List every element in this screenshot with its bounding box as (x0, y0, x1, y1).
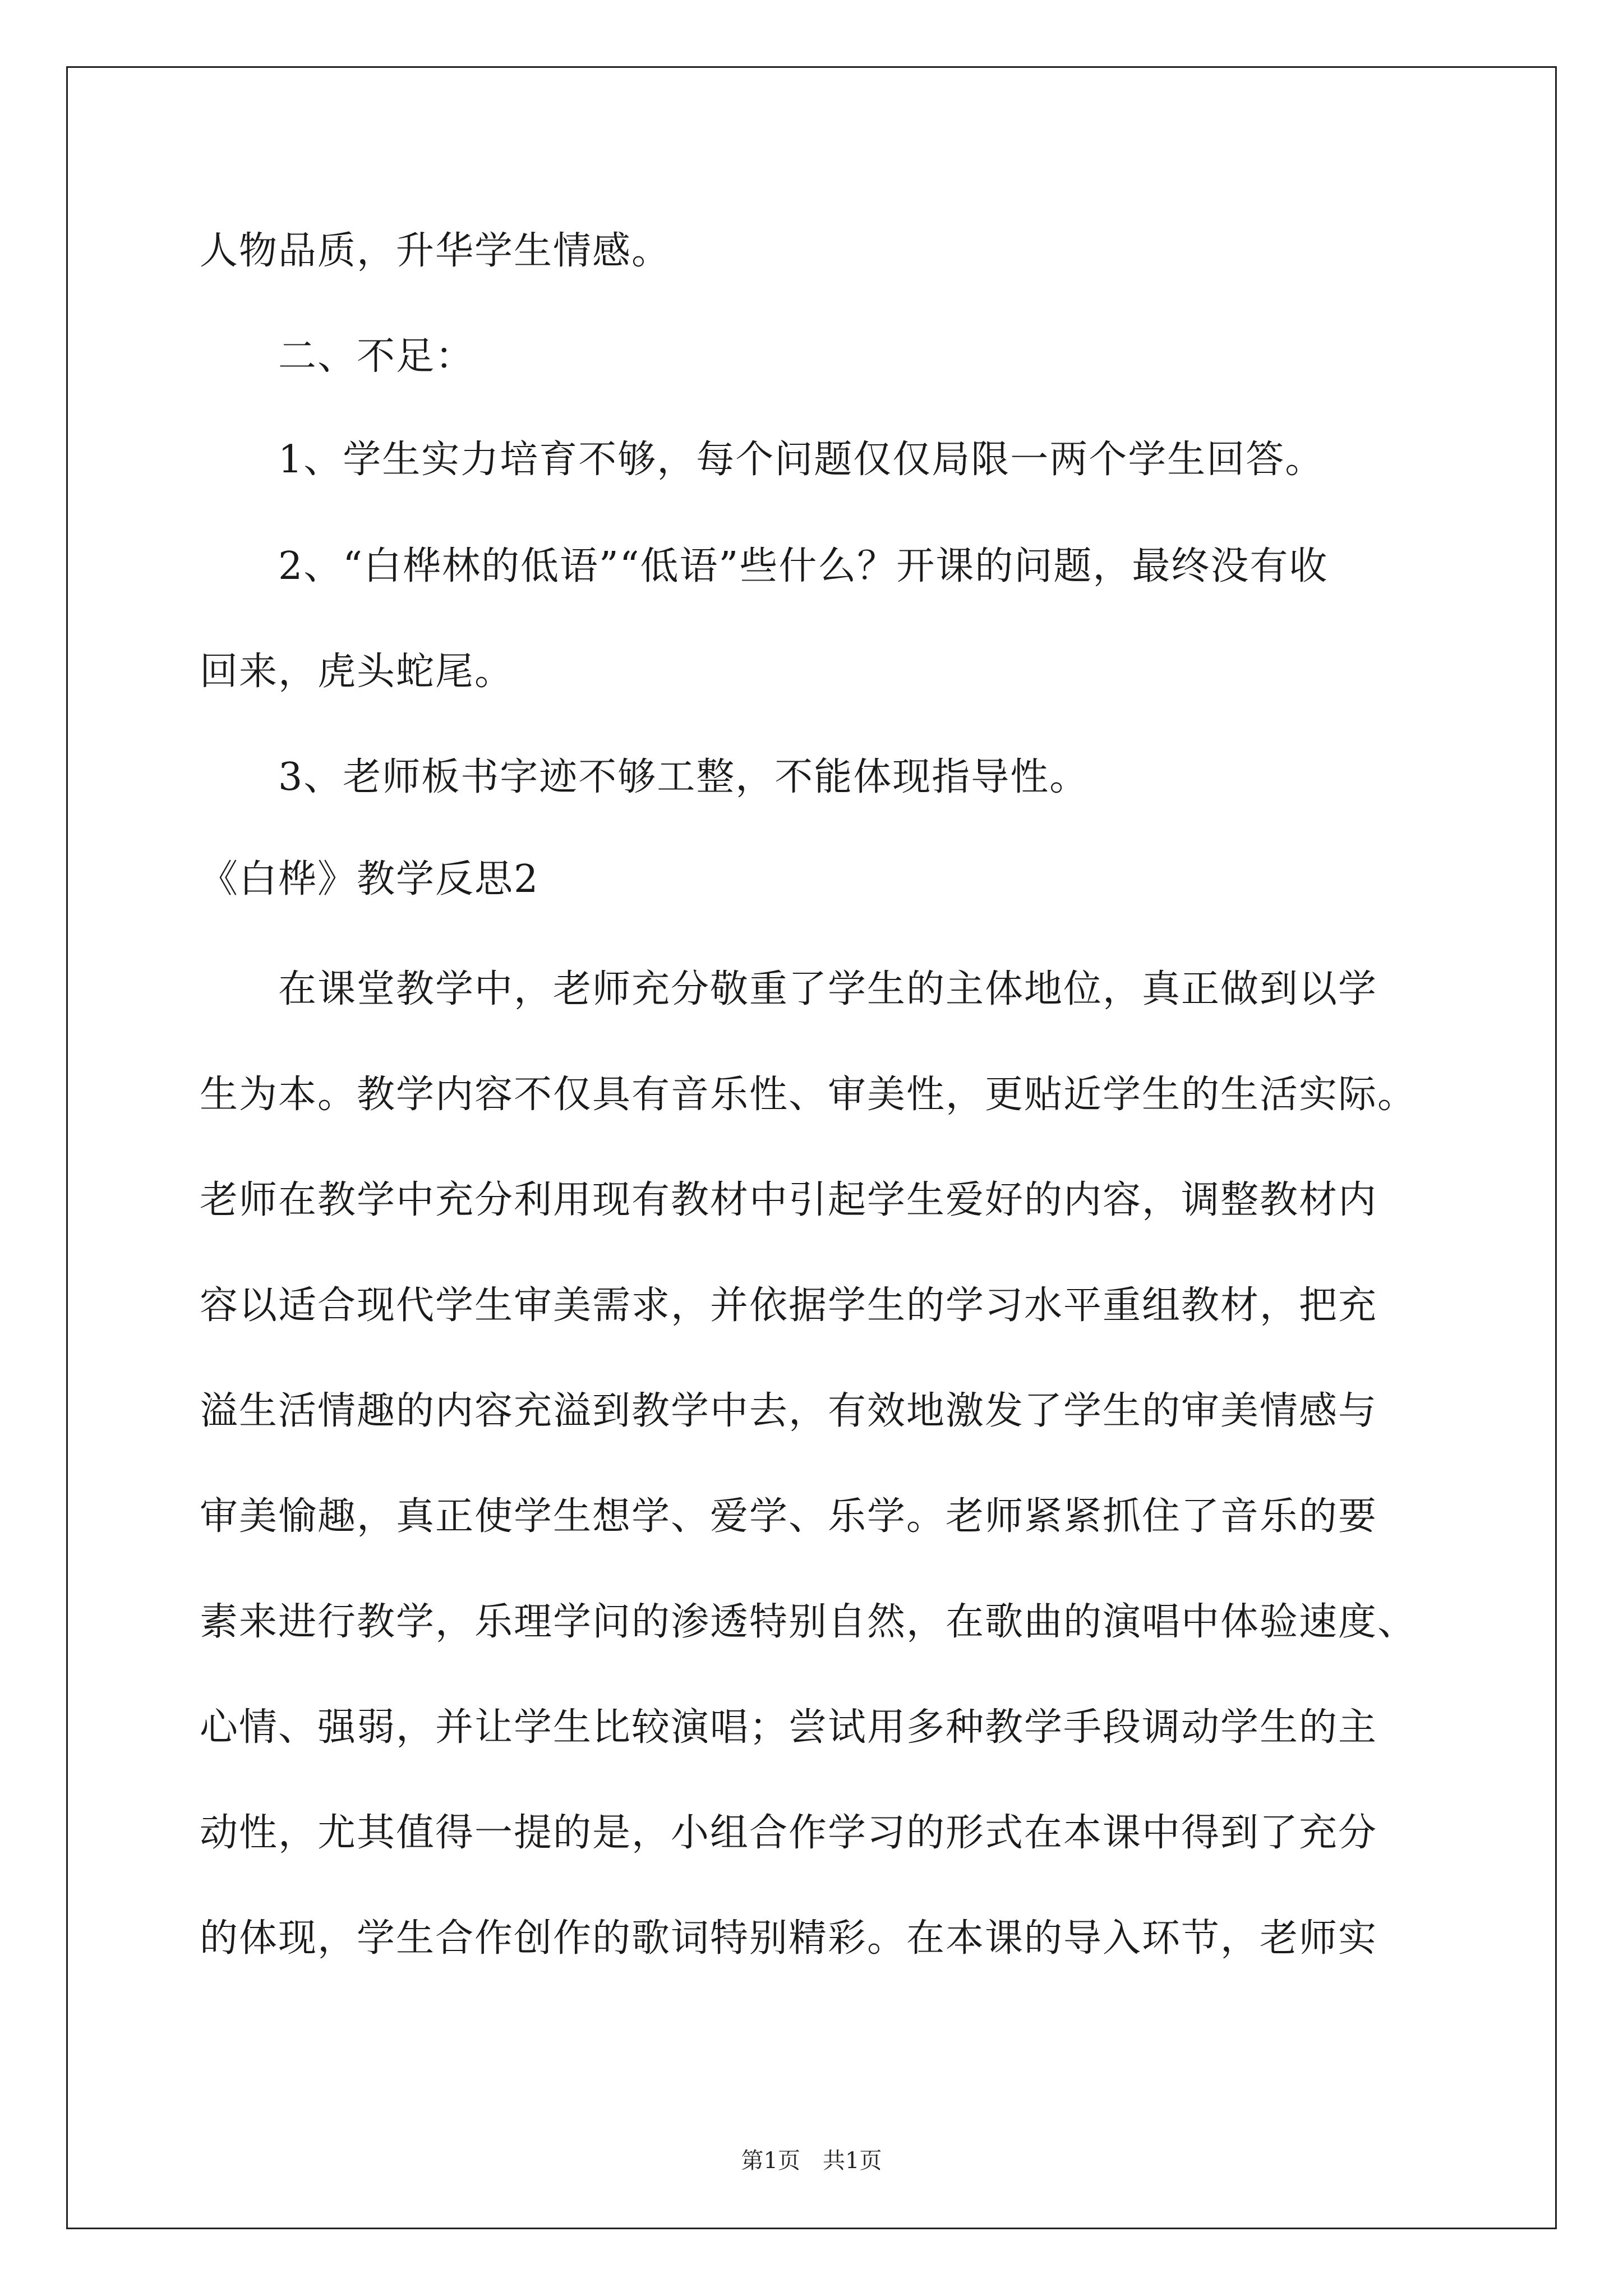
page-border (66, 66, 1557, 2229)
text-line: 2、“白桦林的低语”“低语”些什么？开课的问题，最终没有收 (278, 544, 1329, 588)
text-line: 的体现，学生合作创作的歌词特别精彩。在本课的导入环节，老师实 (200, 1916, 1378, 1961)
text-line: 在课堂教学中，老师充分敬重了学生的主体地位，真正做到以学 (278, 967, 1378, 1011)
text-line: 3、老师板书字迹不够工整，不能体现指导性。 (278, 755, 1089, 799)
text-line: 心情、强弱，并让学生比较演唱；尝试用多种教学手段调动学生的主 (200, 1705, 1378, 1750)
text-line: 回来，虎头蛇尾。 (200, 650, 514, 694)
text-line: 生为本。教学内容不仅具有音乐性、审美性，更贴近学生的生活实际。 (200, 1073, 1417, 1117)
text-line: 容以适合现代学生审美需求，并依据学生的学习水平重组教材，把充 (200, 1283, 1378, 1328)
text-line: 动性，尤其值得一提的是，小组合作学习的形式在本课中得到了充分 (200, 1811, 1378, 1855)
text-line: 素来进行教学，乐理学问的渗透特别自然，在歌曲的演唱中体验速度、 (200, 1600, 1417, 1644)
text-line: 审美愉趣，真正使学生想学、爱学、乐学。老师紧紧抓住了音乐的要 (200, 1494, 1378, 1539)
text-line: 1、学生实力培育不够，每个问题仅仅局限一两个学生回答。 (278, 438, 1325, 482)
page-footer: 第1页 共1页 (741, 2148, 882, 2174)
section-heading: 二、不足： (278, 334, 475, 379)
text-line: 老师在教学中充分利用现有教材中引起学生爱好的内容，调整教材内 (200, 1178, 1378, 1222)
text-line: 人物品质，升华学生情感。 (200, 229, 671, 273)
article-title: 《白桦》教学反思2 (200, 857, 540, 901)
text-line: 溢生活情趣的内容充溢到教学中去，有效地激发了学生的审美情感与 (200, 1389, 1378, 1433)
